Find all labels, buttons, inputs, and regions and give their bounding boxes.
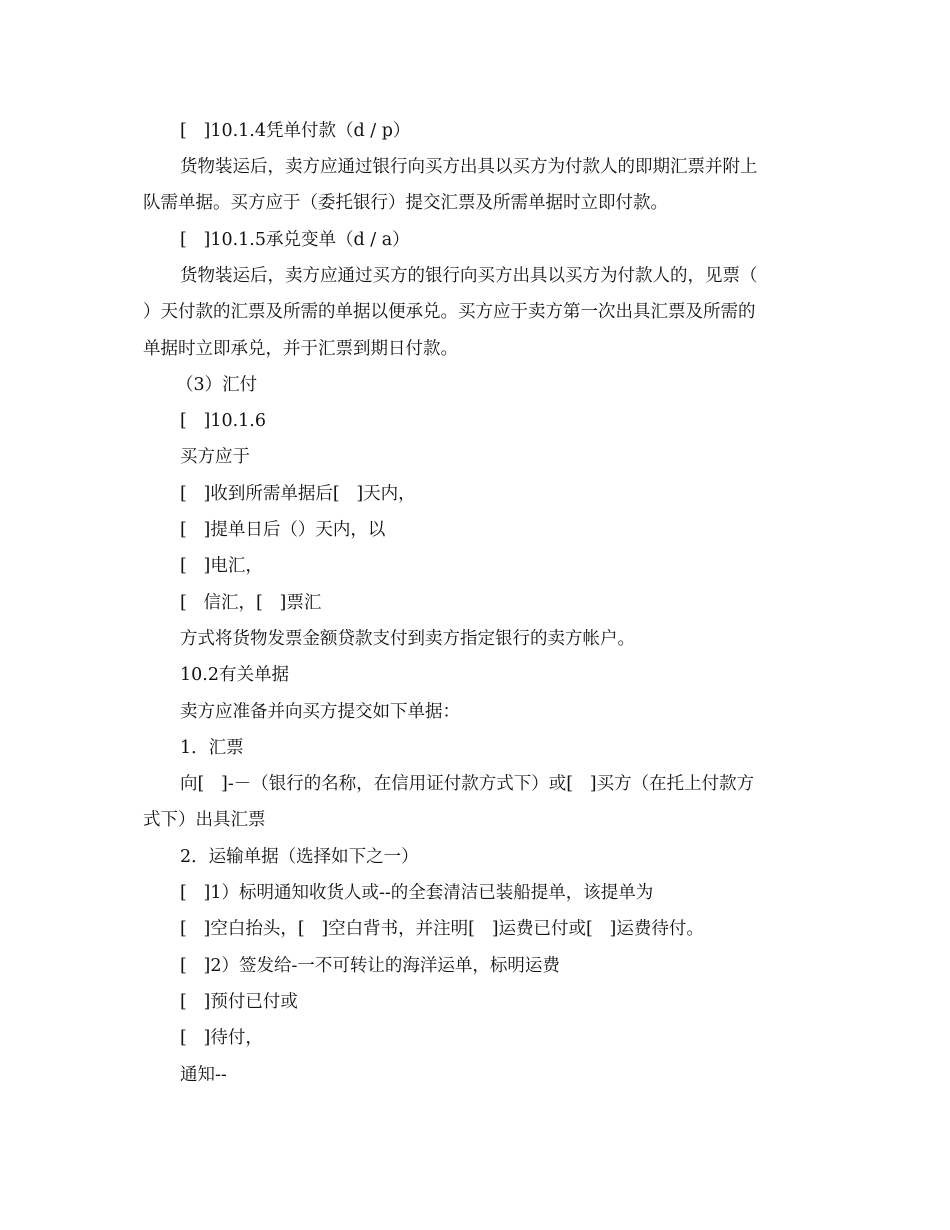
- text-line: 买方应于: [180, 447, 250, 467]
- paragraph-line: ）天付款的汇票及所需的单据以便承兑。买方应于卖方第一次出具汇票及所需的: [143, 302, 756, 322]
- list-item: 2．运输单据（选择如下之一）: [180, 847, 419, 867]
- clause-10-1-4: [ ]10.1.4凭单付款（d / p）: [180, 121, 411, 141]
- option-line: [ ]提单日后（）天内，以: [180, 520, 386, 540]
- option-line: [ 信汇，[ ]票汇: [180, 593, 322, 613]
- paragraph-line: 单据时立即承兑，并于汇票到期日付款。: [143, 339, 458, 359]
- option-line: [ ]预付已付或: [180, 992, 298, 1012]
- paragraph-line: 向[ ]-－（银行的名称，在信用证付款方式下）或[ ]买方（在托上付款方: [180, 774, 755, 794]
- paragraph-line: 式下）出具汇票: [143, 810, 266, 830]
- option-line: [ ]空白抬头，[ ]空白背书，并注明[ ]运费已付或[ ]运费待付。: [180, 919, 704, 939]
- paragraph-line: 货物装运后，卖方应通过银行向买方出具以买方为付款人的即期汇票并附上: [180, 157, 758, 177]
- option-line: [ ]收到所需单据后[ ]天内，: [180, 484, 416, 504]
- text-line: 方式将货物发票金额贷款支付到卖方指定银行的卖方帐户。: [180, 629, 635, 649]
- option-line: [ ]1）标明通知收货人或--的全套清洁已装船提单，该提单为: [180, 883, 654, 903]
- option-line: [ ]电汇，: [180, 556, 263, 576]
- text-line: 通知--: [180, 1065, 227, 1085]
- section-heading: 10.2有关单据: [180, 665, 289, 685]
- option-line: [ ]待付，: [180, 1028, 263, 1048]
- paragraph-line: 队需单据。买方应于（委托银行）提交汇票及所需单据时立即付款。: [143, 193, 668, 213]
- option-line: [ ]2）签发给-一不可转让的海洋运单，标明运费: [180, 956, 560, 976]
- section-heading: （3）汇付: [176, 375, 258, 395]
- clause-10-1-5: [ ]10.1.5承兑变单（d / a）: [180, 230, 410, 250]
- list-item: 1．汇票: [180, 738, 244, 758]
- clause-10-1-6: [ ]10.1.6: [180, 411, 267, 431]
- text-line: 卖方应准备并向买方提交如下单据：: [180, 702, 460, 722]
- paragraph-line: 货物装运后，卖方应通过买方的银行向买方出具以买方为付款人的，见票（: [180, 266, 758, 286]
